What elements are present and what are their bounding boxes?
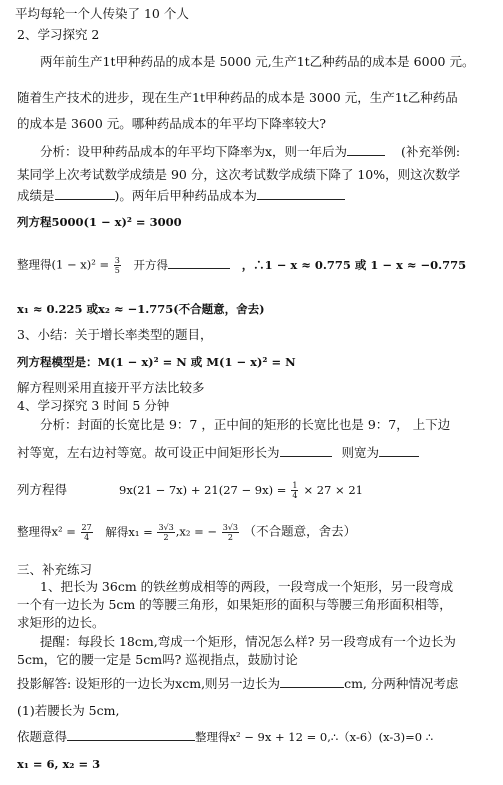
- section-heading: 2、学习探究 2: [17, 27, 100, 42]
- text-line: 解方程则采用直接开平方法比较多: [17, 380, 205, 395]
- text-segment: 投影解答: 设矩形的一边长为xcm,则另一边长为: [17, 676, 281, 691]
- answer-blank[interactable]: [67, 729, 195, 741]
- text-line: 3、小结：关于增长率类型的题目，: [17, 327, 213, 342]
- text-line: 5cm，它的腰一定是 5cm吗? 巡视指点，鼓励讨论: [17, 652, 298, 667]
- text-segment: cm, 分两种情况考虑: [344, 676, 459, 691]
- answer-blank[interactable]: [257, 188, 345, 200]
- answer-blank[interactable]: [280, 676, 344, 688]
- text-segment: ，∴1 − x ≈ 0.775 或 1 − x ≈ −0.775: [241, 257, 467, 272]
- text-line: 求矩形的边长。: [17, 615, 105, 630]
- text-line: 两年前生产1t甲种药品的成本是 5000 元,生产1t乙种药品的成本是 6000 元。: [40, 54, 475, 69]
- text-segment: × 27 × 21: [303, 483, 363, 497]
- fraction: [222, 523, 239, 542]
- fraction-denominator: 4: [292, 491, 298, 500]
- text-segment: 整理得x² − 9x + 12 = 0,∴（x-6）(x-3)=0 ∴: [195, 730, 434, 744]
- equation-line: [17, 729, 433, 745]
- text-line: 的成本是 3600 元。哪种药品成本的年平均下降率较大?: [17, 116, 326, 131]
- text-segment: 则宽为: [341, 445, 380, 460]
- text-line: 1、把长为 36cm 的铁丝剪成相等的两段，一段弯成一个矩形，另一段弯成: [40, 579, 454, 594]
- fraction: [81, 523, 93, 542]
- equation-line: [17, 481, 363, 500]
- text-segment: (补充举例:: [401, 144, 461, 159]
- answer-blank[interactable]: [347, 144, 385, 156]
- answer-blank[interactable]: [379, 445, 419, 457]
- fraction-numerator: 1: [292, 481, 298, 490]
- text-line: 某同学上次考试数学成绩是 90 分，这次考试数学成绩下降了 10%，则这次数学: [17, 167, 461, 182]
- fraction-denominator: 2: [163, 533, 169, 542]
- text-line: [17, 445, 419, 461]
- fraction-numerator: 3√3: [222, 523, 238, 532]
- text-segment: 列方程得: [17, 482, 68, 497]
- text-line: [17, 188, 345, 204]
- equation-line: x₁ ≈ 0.225 或x₂ ≈ −1.775(不合题意，舍去): [17, 302, 265, 316]
- section-heading: 三、补充练习: [17, 562, 93, 577]
- section-heading: 4、学习探究 3 时间 5 分钟: [17, 398, 170, 413]
- fraction-numerator: 27: [81, 523, 92, 532]
- equation-line: x₁ = 6, x₂ = 3: [17, 757, 101, 771]
- answer-blank[interactable]: [55, 188, 115, 200]
- text-segment: 分析：设甲种药品成本的年平均下降率为x，则一年后为: [40, 144, 348, 159]
- answer-blank[interactable]: [168, 257, 230, 269]
- fraction-denominator: 4: [84, 533, 90, 542]
- text-segment: 开方得: [133, 257, 169, 272]
- text-line: 分析：封面的长宽比是 9：7 ，正中间的矩形的长宽比也是 9：7， 上下边: [40, 417, 451, 432]
- equation-line: [17, 523, 356, 542]
- text-line: (1)若腰长为 5cm,: [17, 703, 120, 718]
- equation-line: 列方程5000(1 − x)² = 3000: [17, 215, 182, 229]
- fraction: [291, 481, 298, 500]
- text-segment: )。两年后甲种药品成本为: [114, 188, 257, 203]
- text-line: [40, 144, 460, 160]
- equation-line: [17, 256, 466, 275]
- text-line: 随着生产技术的进步，现在生产1t甲种药品的成本是 3000 元，生产1t乙种药品: [17, 90, 458, 105]
- fraction-numerator: 3√3: [158, 523, 174, 532]
- fraction-numerator: 3: [114, 256, 120, 265]
- fraction: [114, 256, 121, 275]
- text-line: 平均每轮一个人传染了 10 个人: [15, 6, 189, 21]
- text-segment: ,x₂ = −: [175, 524, 218, 539]
- text-segment: 衬等宽，左右边衬等宽。故可设正中间矩形长为: [17, 445, 280, 460]
- answer-blank[interactable]: [280, 445, 332, 457]
- text-line: [17, 676, 458, 692]
- text-segment: （不合题意，舍去）: [243, 523, 357, 539]
- text-segment: 整理得(1 − x)² =: [17, 257, 110, 272]
- fraction-denominator: 5: [114, 266, 120, 275]
- text-line: 一个有一边长为 5cm 的等腰三角形，如果矩形的面积与等腰三角形面积相等，: [17, 597, 452, 612]
- fraction-denominator: 2: [227, 533, 233, 542]
- text-segment: 整理得x² =: [17, 524, 76, 539]
- text-segment: 解得x₁ =: [105, 524, 153, 539]
- fraction: [157, 523, 174, 542]
- text-line: 提醒：每段长 18cm,弯成一个矩形，情况怎么样? 另一段弯成有一个边长为: [40, 634, 456, 649]
- text-segment: 9x(21 − 7x) + 21(27 − 9x) =: [119, 483, 287, 497]
- equation-line: 列方程模型是：M(1 − x)² = N 或 M(1 − x)² = N: [17, 355, 296, 369]
- text-segment: 成绩是: [17, 188, 55, 203]
- text-segment: 依题意得: [17, 729, 68, 744]
